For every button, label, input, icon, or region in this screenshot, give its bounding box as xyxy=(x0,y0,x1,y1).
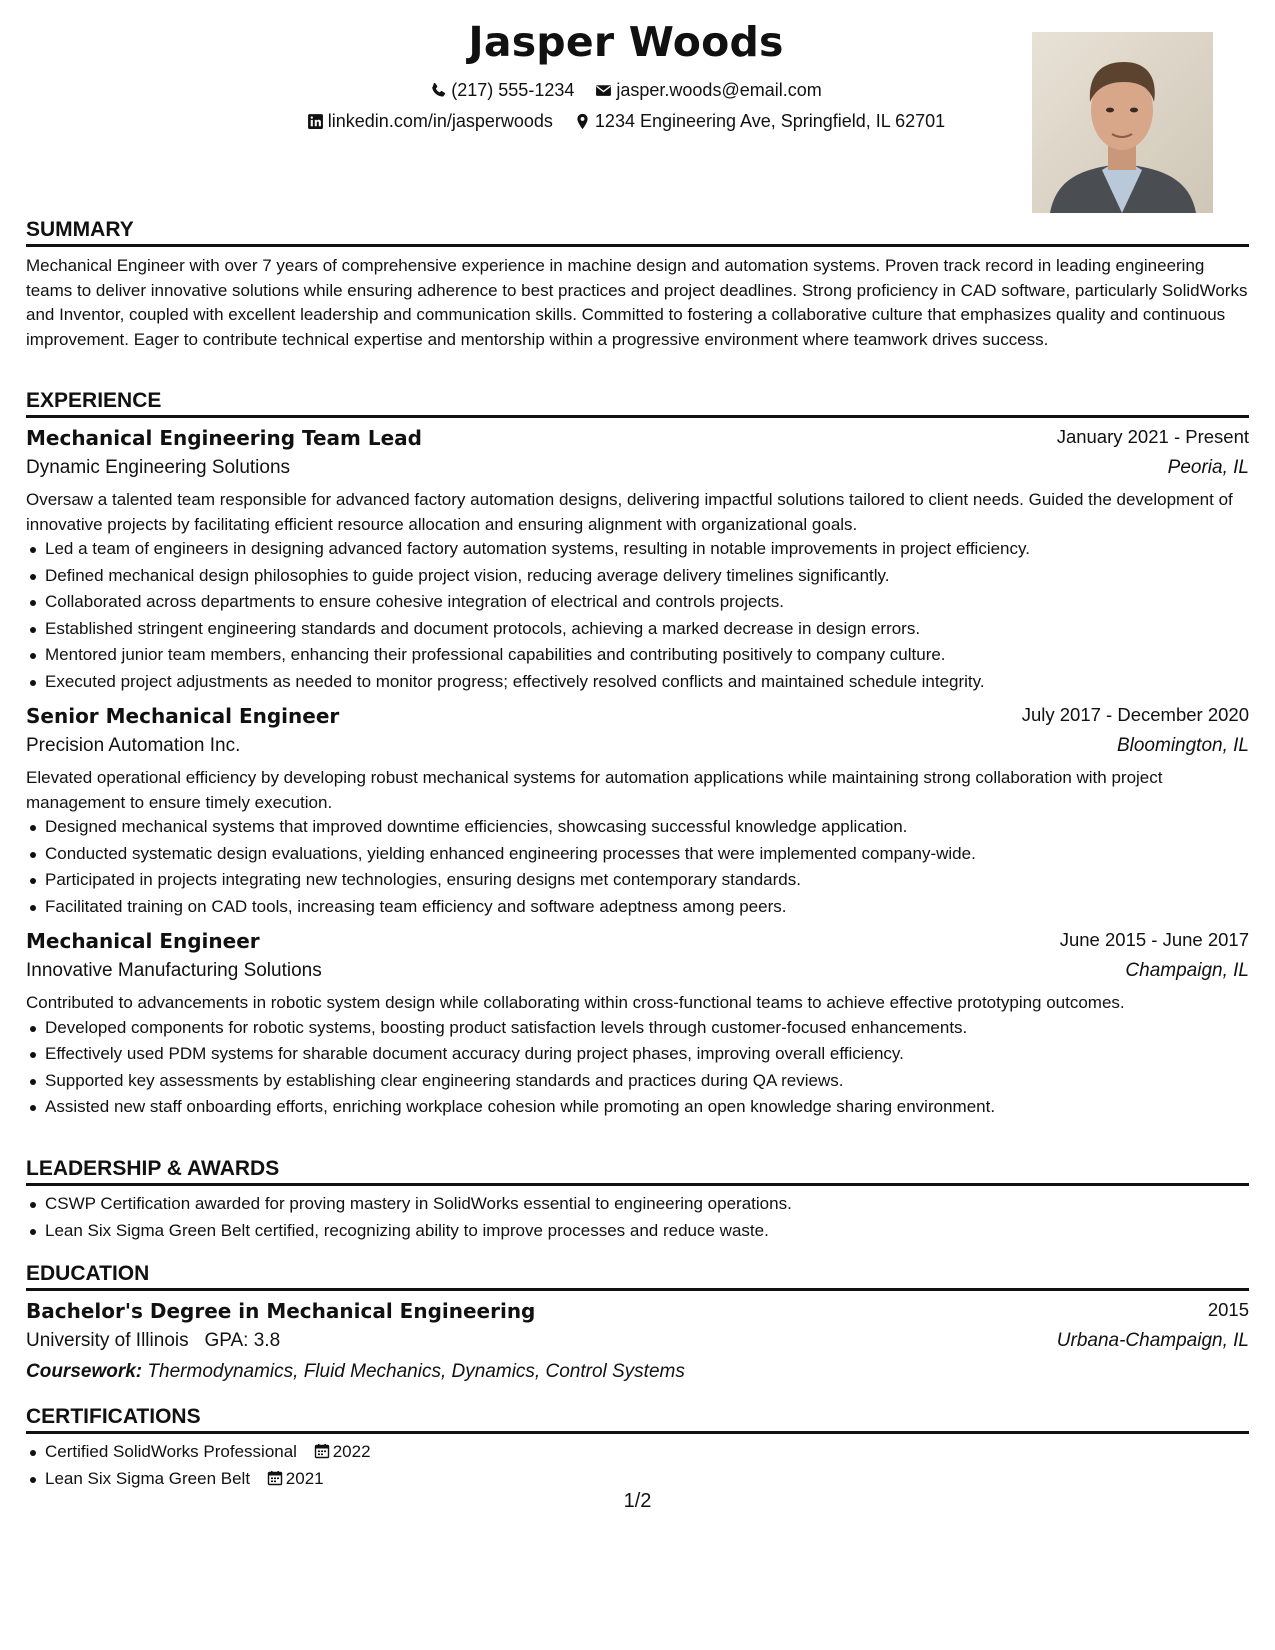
phone-text: (217) 555-1234 xyxy=(451,80,575,100)
list-item: Effectively used PDM systems for sharable document accuracy during project phases, improving overall efficiency. xyxy=(26,1042,1249,1069)
certification-name: Certified SolidWorks Professional xyxy=(45,1442,297,1461)
job-description: Oversaw a talented team responsible for advanced factory automation designs, delivering impactful solutions tailored to client needs. Guided the development of innovative projects by facilitating efficient resource allocation and ensuring alignment with organizational goals. xyxy=(26,490,1233,534)
list-item: Led a team of engineers in designing advanced factory automation systems, resulting in notable improvements in project efficiency. xyxy=(26,537,1249,564)
job-location: Peoria, IL xyxy=(1167,457,1249,478)
list-item: Facilitated training on CAD tools, increasing team efficiency and software adeptness among peers. xyxy=(26,895,1249,922)
coursework-label: Coursework: xyxy=(26,1361,143,1382)
linkedin-icon xyxy=(307,113,324,130)
job-header xyxy=(26,426,1249,457)
experience-section xyxy=(26,387,1249,1122)
list-item: Collaborated across departments to ensure cohesive integration of electrical and controls projects. xyxy=(26,590,1249,617)
email-contact[interactable] xyxy=(595,80,821,101)
job-dates: July 2017 - December 2020 xyxy=(1021,704,1249,725)
job-title: Senior Mechanical Engineer xyxy=(26,704,340,728)
map-pin-icon xyxy=(574,113,591,130)
page-number: 1/2 xyxy=(623,1490,652,1512)
list-item: Defined mechanical design philosophies to guide project vision, reducing average delivery timelines significantly. xyxy=(26,564,1249,591)
job-entry xyxy=(26,704,1249,921)
company-name: Precision Automation Inc. xyxy=(26,735,241,756)
address-text: 1234 Engineering Ave, Springfield, IL 62701 xyxy=(594,111,946,131)
list-item: Assisted new staff onboarding efforts, enriching workplace cohesion while promoting an open knowledge sharing environment. xyxy=(26,1095,1249,1122)
section-divider xyxy=(26,1288,1249,1291)
email-text: jasper.woods@email.com xyxy=(616,80,822,100)
leadership-list xyxy=(26,1192,1249,1245)
summary-heading: SUMMARY xyxy=(26,218,134,241)
job-description: Elevated operational efficiency by developing robust mechanical systems for automation applications while maintaining strong collaboration with project management to ensure timely execution. xyxy=(26,768,1163,812)
job-bullets xyxy=(26,537,1249,696)
list-item: Designed mechanical systems that improved downtime efficiencies, showcasing successful knowledge application. xyxy=(26,815,1249,842)
job-subheader xyxy=(26,735,1249,766)
leadership-section xyxy=(26,1155,1249,1245)
job-description: Contributed to advancements in robotic system design while collaborating within cross-functional teams to achieve effective prototyping outcomes. xyxy=(26,993,1125,1012)
coursework-list: Thermodynamics, Fluid Mechanics, Dynamics, Control Systems xyxy=(147,1361,685,1382)
gpa: GPA: 3.8 xyxy=(204,1330,281,1351)
job-header xyxy=(26,704,1249,735)
coursework-line xyxy=(26,1361,1249,1383)
list-item: Mentored junior team members, enhancing their professional capabilities and contributing positively to company culture. xyxy=(26,643,1249,670)
calendar-icon xyxy=(314,1443,330,1459)
education-heading: EDUCATION xyxy=(26,1262,150,1285)
company-name: Innovative Manufacturing Solutions xyxy=(26,960,322,981)
certifications-section xyxy=(26,1403,1249,1493)
phone-contact xyxy=(430,80,574,101)
envelope-icon xyxy=(595,82,612,99)
resume-header xyxy=(26,0,1249,230)
summary-section xyxy=(26,216,1249,352)
calendar-icon xyxy=(267,1470,283,1486)
list-item: Developed components for robotic systems, boosting product satisfaction levels through customer-focused enhancements. xyxy=(26,1016,1249,1043)
candidate-name: Jasper Woods xyxy=(468,18,784,66)
graduation-year: 2015 xyxy=(1207,1299,1249,1320)
address-contact xyxy=(574,111,945,132)
summary-text: Mechanical Engineer with over 7 years of comprehensive experience in machine design and automation systems. Proven track record in leading engineering teams to deliver innovative solutions while ensuring adherence to best practices and project deadlines. Strong proficiency in CAD software, particularly SolidWorks and Inventor, coupled with excellent leadership and communication skills. Committed to fostering a collaborative culture that emphasizes quality and continuous improvement. Eager to contribute technical expertise and mentorship within a progressive environment where teamwork drives success. xyxy=(26,256,1248,349)
certification-year: 2022 xyxy=(332,1442,371,1461)
list-item: Established stringent engineering standards and document protocols, achieving a marked decrease in design errors. xyxy=(26,617,1249,644)
list-item: Lean Six Sigma Green Belt certified, recognizing ability to improve processes and reduce waste. xyxy=(26,1219,1249,1246)
list-item: Supported key assessments by establishing clear engineering standards and practices during QA reviews. xyxy=(26,1069,1249,1096)
certifications-heading: CERTIFICATIONS xyxy=(26,1405,201,1428)
experience-heading: EXPERIENCE xyxy=(26,389,162,412)
phone-icon xyxy=(430,82,447,99)
degree-title: Bachelor's Degree in Mechanical Engineering xyxy=(26,1299,536,1323)
section-divider xyxy=(26,415,1249,418)
education-section xyxy=(26,1260,1249,1383)
list-item xyxy=(26,1440,1249,1467)
school-row xyxy=(26,1330,1249,1361)
school-name: University of Illinois xyxy=(26,1330,189,1351)
certification-name: Lean Six Sigma Green Belt xyxy=(45,1468,251,1488)
job-dates: June 2015 - June 2017 xyxy=(1059,929,1249,950)
company-name: Dynamic Engineering Solutions xyxy=(26,457,291,478)
certifications-list xyxy=(26,1440,1249,1493)
resume-page xyxy=(26,0,1249,1650)
school-info xyxy=(26,1330,280,1352)
school-location: Urbana-Champaign, IL xyxy=(1056,1330,1249,1351)
job-entry xyxy=(26,426,1249,696)
certification-year: 2021 xyxy=(285,1468,324,1488)
section-divider xyxy=(26,1431,1249,1434)
job-title: Mechanical Engineer xyxy=(26,929,260,953)
linkedin-text: linkedin.com/in/jasperwoods xyxy=(327,111,553,131)
job-location: Bloomington, IL xyxy=(1116,735,1249,756)
job-subheader xyxy=(26,457,1249,488)
leadership-heading: LEADERSHIP & AWARDS xyxy=(26,1157,280,1180)
job-bullets xyxy=(26,1016,1249,1122)
job-dates: January 2021 - Present xyxy=(1056,426,1249,447)
job-entry xyxy=(26,929,1249,1122)
list-item: Executed project adjustments as needed to monitor progress; effectively resolved conflicts and maintained schedule integrity. xyxy=(26,670,1249,697)
linkedin-contact[interactable] xyxy=(307,111,553,132)
section-divider xyxy=(26,244,1249,247)
job-bullets xyxy=(26,815,1249,921)
list-item: Participated in projects integrating new technologies, ensuring designs met contemporary standards. xyxy=(26,868,1249,895)
job-header xyxy=(26,929,1249,960)
education-entry xyxy=(26,1299,1249,1383)
job-title: Mechanical Engineering Team Lead xyxy=(26,426,422,450)
job-location: Champaign, IL xyxy=(1125,960,1249,981)
degree-row xyxy=(26,1299,1249,1330)
list-item: Conducted systematic design evaluations, yielding enhanced engineering processes that were implemented company-wide. xyxy=(26,842,1249,869)
section-divider xyxy=(26,1183,1249,1186)
profile-photo xyxy=(1032,32,1213,213)
job-subheader xyxy=(26,960,1249,991)
list-item: CSWP Certification awarded for proving mastery in SolidWorks essential to engineering operations. xyxy=(26,1192,1249,1219)
